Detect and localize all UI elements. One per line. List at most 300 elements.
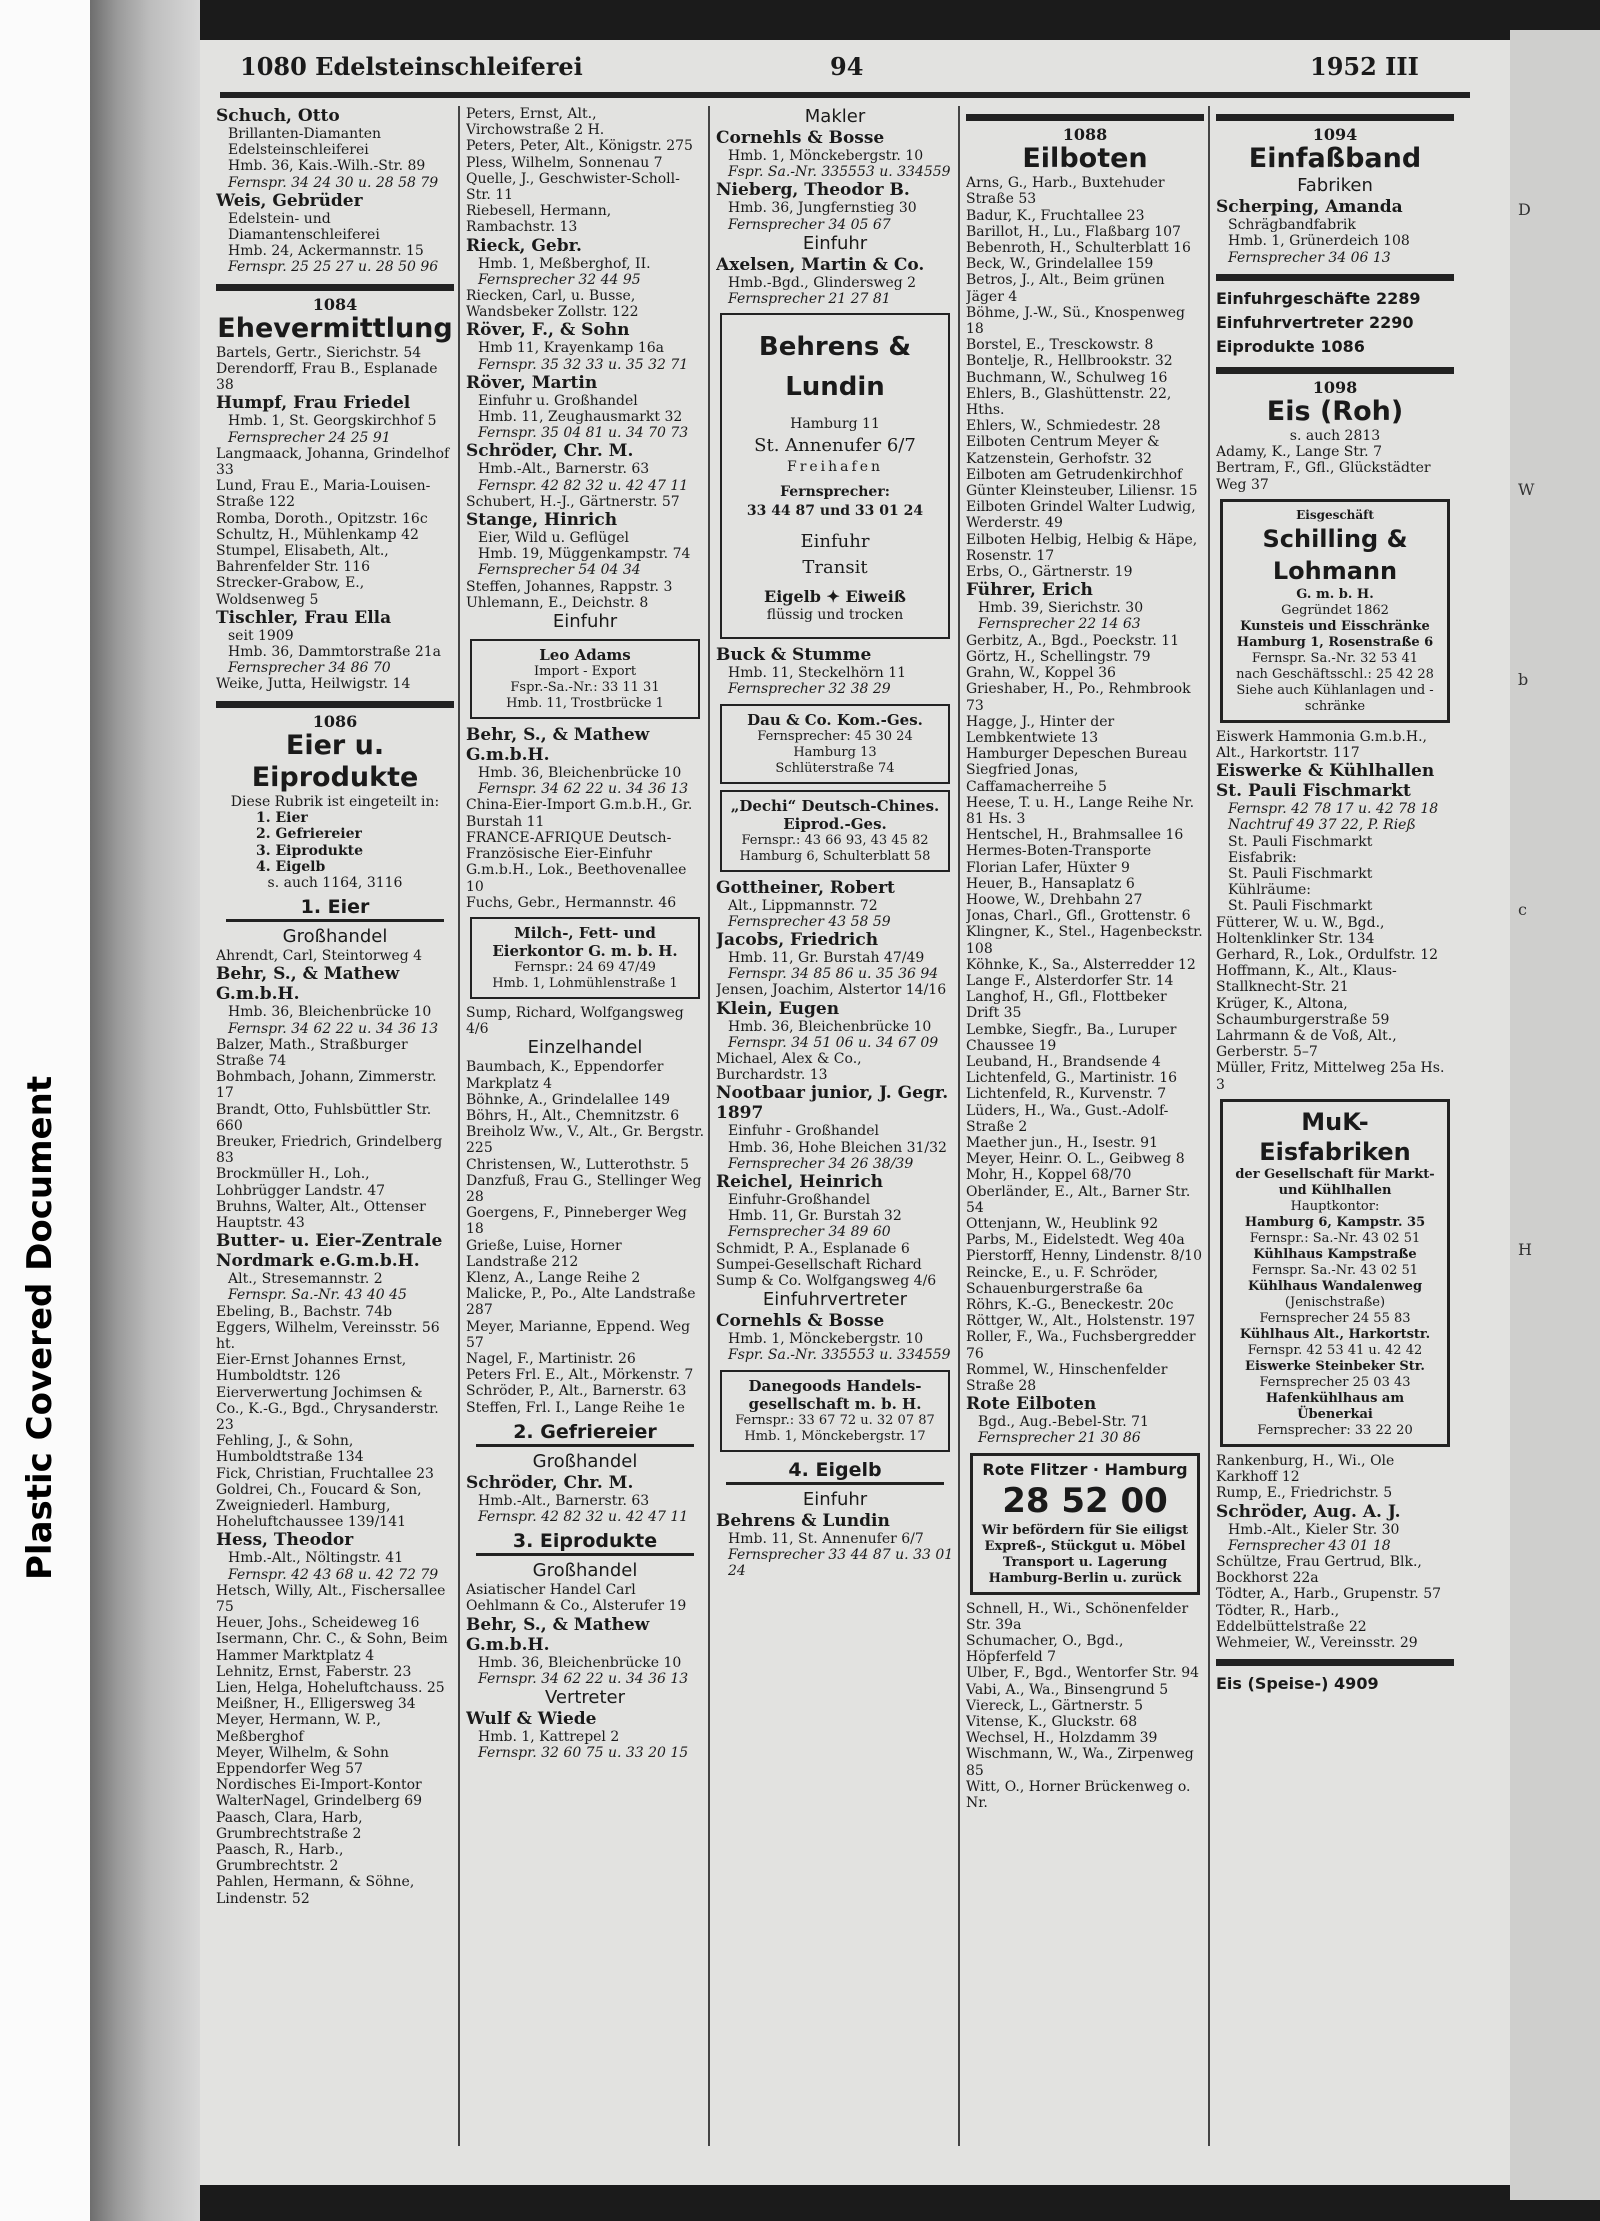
advert-phone: Fernspr. Sa.-Nr. 32 53 41 bbox=[1251, 650, 1419, 666]
list-item: Eiswerk Hammonia G.m.b.H., Alt., Harkortstr. 117 bbox=[1216, 728, 1427, 762]
list-item: Peters, Ernst, Alt., Virchowstraße 2 H. bbox=[466, 106, 605, 139]
entry-list bbox=[466, 494, 704, 510]
entry-phone: Fernspr. 42 43 68 u. 42 72 79 bbox=[228, 1566, 439, 1583]
advert-line: (Jenischstraße) bbox=[1284, 1294, 1386, 1310]
reference-number: 4909 bbox=[1334, 1674, 1379, 1694]
cross-reference bbox=[1216, 311, 1454, 335]
entry-phone: Fernsprecher 54 04 34 bbox=[478, 562, 641, 579]
advert-box bbox=[1220, 1099, 1450, 1447]
list-item: Betros, J., Alt., Beim grünen Jäger 4 bbox=[966, 272, 1165, 305]
entry-line: Einfuhr - Großhandel bbox=[728, 1123, 880, 1140]
entry-phone: Fernsprecher 43 58 59 bbox=[728, 913, 891, 930]
subsection-title: 4. Eigelb bbox=[726, 1458, 944, 1485]
list-item: Breuker, Friedrich, Grindelberg 83 bbox=[216, 1133, 443, 1167]
list-item: Danzfuß, Frau G., Stellinger Weg 28 bbox=[466, 1172, 702, 1205]
entry-phone: Fernspr. 34 62 22 u. 34 36 13 bbox=[478, 781, 689, 798]
advert-line: G. m. b. H. bbox=[1296, 586, 1374, 602]
advert-phone: Fernspr.: Sa.-Nr. 43 02 51 bbox=[1249, 1230, 1421, 1246]
advert-line: Freihafen bbox=[786, 459, 883, 476]
entry-phone: Fernsprecher 32 38 29 bbox=[728, 681, 891, 698]
list-item: Eierverwertung Jochimsen & Co., K.-G., Bgd., Chrysanderstr. 23 bbox=[216, 1384, 439, 1433]
subsection-label: Einfuhrvertreter bbox=[762, 1289, 908, 1311]
advert-phone: Fernsprecher 25 03 43 bbox=[1259, 1374, 1411, 1390]
list-item: Fick, Christian, Fruchtallee 23 bbox=[216, 1465, 434, 1482]
entry-list bbox=[1216, 444, 1454, 493]
entry-address: Bgd., Aug.-Bebel-Str. 71 bbox=[978, 1414, 1149, 1431]
entry-phone: Fspr. Sa.-Nr. 335553 u. 334559 bbox=[728, 1347, 951, 1364]
list-item: Meyer, Heinr. O. L., Geibweg 8 bbox=[966, 1151, 1185, 1168]
list-item: Bertram, F., Gfl., Glückstädter Weg 37 bbox=[1216, 460, 1431, 493]
list-item: Leuband, H., Brandsende 4 bbox=[966, 1053, 1161, 1070]
list-item: Bartels, Gertr., Sierichstr. 54 bbox=[216, 344, 422, 361]
entry-list bbox=[466, 1582, 704, 1614]
list-item: Schültze, Frau Gertrud, Blk., Bockhorst 22a bbox=[1216, 1553, 1422, 1587]
entry-phone: Fernsprecher 32 44 95 bbox=[478, 271, 641, 288]
entry-phone: Fernsprecher 21 27 81 bbox=[728, 291, 891, 308]
page-number: 94 bbox=[830, 52, 864, 81]
entry-phone: Fernspr. Sa.-Nr. 43 40 45 bbox=[228, 1287, 407, 1304]
list-item: Meyer, Wilhelm, & Sohn Eppendorfer Weg 57 bbox=[216, 1744, 389, 1778]
list-item: Köhnke, K., Sa., Alsterredder 12 bbox=[966, 956, 1196, 973]
reference-title: Eiprodukte bbox=[1216, 336, 1315, 356]
advert-phone: Fernsprecher 24 55 83 bbox=[1259, 1310, 1411, 1326]
list-item: Jensen, Joachim, Alstertor 14/16 bbox=[716, 982, 947, 999]
list-item: Brockmüller H., Loh., Lohbrügger Landstr. 47 bbox=[216, 1166, 386, 1199]
entry-name: Tischler, Frau Ella bbox=[216, 607, 392, 628]
list-item: Breiholz Ww., V., Alt., Gr. Bergstr. 225 bbox=[466, 1124, 704, 1157]
entry-address: Hmb.-Alt., Nöltingstr. 41 bbox=[228, 1550, 404, 1567]
section-title: Eier u. Eiprodukte bbox=[251, 729, 419, 793]
advert-line: Fernsprecher: bbox=[780, 484, 890, 501]
advert-line: Import - Export bbox=[533, 664, 637, 680]
list-item: Hamburger Depeschen Bureau Siegfried Jonas, Caffamacherreihe 5 bbox=[966, 746, 1188, 795]
advert-address: Hamburg 6, Kampstr. 35 bbox=[1244, 1214, 1426, 1230]
entry-list bbox=[1216, 1453, 1454, 1502]
advert-address: Hmb. 1, Lohmühlenstraße 1 bbox=[492, 975, 678, 991]
entry-phone: Fernspr. 34 24 30 u. 28 58 79 bbox=[228, 174, 439, 191]
list-item: Erbs, O., Gärtnerstr. 19 bbox=[966, 564, 1133, 581]
entry-address: Hmb. 36, Bleichenbrücke 10 bbox=[478, 765, 682, 782]
entry-name: Röver, Martin bbox=[466, 372, 598, 393]
list-item: Grahn, W., Koppel 36 bbox=[966, 665, 1116, 682]
entry-name: Buck & Stumme bbox=[716, 645, 872, 666]
advert-address: Hmb. 11, Trostbrücke 1 bbox=[506, 696, 664, 712]
entry-address: Hmb. 36, Jungfernstieg 30 bbox=[728, 200, 917, 217]
list-item: Parbs, M., Eidelstedt. Weg 40a bbox=[966, 1232, 1185, 1249]
list-item: Tödter, A., Harb., Grupenstr. 57 bbox=[1216, 1586, 1442, 1603]
list-item: Steffen, Johannes, Rappstr. 3 bbox=[466, 578, 673, 595]
section-bar bbox=[1216, 114, 1454, 121]
entry-list bbox=[466, 579, 704, 611]
advert-box bbox=[470, 639, 700, 719]
list-item: Peters, Peter, Alt., Königstr. 275 bbox=[466, 138, 693, 155]
entry-phone: Fernspr. 35 32 33 u. 35 32 71 bbox=[478, 356, 689, 373]
advert-line: Eisgeschäft bbox=[1296, 507, 1374, 522]
advert-line: Wir befördern für Sie eiligst bbox=[981, 1522, 1189, 1538]
entry-phone: Fernspr. 35 04 81 u. 34 70 73 bbox=[478, 425, 689, 442]
advert-line: Hamburg-Berlin u. zurück bbox=[988, 1570, 1182, 1586]
list-item: Bohmbach, Johann, Zimmerstr. 17 bbox=[216, 1069, 437, 1102]
entry-name: Eiswerke & Kühlhallen St. Pauli Fischmarkt bbox=[1216, 761, 1435, 802]
next-page-fragment: c bbox=[1518, 900, 1527, 919]
entry-name: Stange, Hinrich bbox=[466, 510, 618, 531]
entry-list bbox=[966, 633, 1204, 1395]
section-title: Eilboten bbox=[1022, 143, 1148, 175]
column-divider bbox=[458, 106, 460, 2146]
entry-name: Röver, F., & Sohn bbox=[466, 320, 630, 341]
advert-line: Transit bbox=[802, 557, 868, 579]
list-item: China-Eier-Import G.m.b.H., Gr. Burstah 11 bbox=[466, 797, 693, 830]
entry-phone: Fernspr. 25 25 27 u. 28 50 96 bbox=[228, 259, 439, 276]
entry-phone: Fernsprecher 22 14 63 bbox=[978, 616, 1141, 633]
entry-phone: Fernsprecher 34 05 67 bbox=[728, 216, 891, 233]
section-number: 1094 bbox=[1312, 125, 1358, 144]
list-item: Riecken, Carl, u. Busse, Wandsbeker Zollstr. 122 bbox=[466, 288, 639, 321]
entry-phone: Fernspr. 32 60 75 u. 33 20 15 bbox=[478, 1745, 689, 1762]
entry-address: Hmb. 1, Mönckebergstr. 10 bbox=[728, 1331, 924, 1348]
entry-phone: Fernspr. 42 82 32 u. 42 47 11 bbox=[478, 1508, 689, 1525]
entry-name: Schröder, Aug. A. J. bbox=[1216, 1501, 1401, 1522]
entry-name: Wulf & Wiede bbox=[466, 1709, 597, 1729]
advert-phone: 28 52 00 bbox=[1002, 1480, 1168, 1521]
section-number: 1084 bbox=[312, 294, 358, 314]
list-item: Lund, Frau E., Maria-Louisen-Straße 122 bbox=[216, 478, 431, 511]
entry-list bbox=[716, 982, 954, 998]
list-item: Müller, Fritz, Mittelweg 25a Hs. 3 bbox=[1216, 1060, 1445, 1093]
list-item: Meyer, Hermann, W. P., Meßberghof bbox=[216, 1712, 381, 1745]
entry-name: Humpf, Frau Friedel bbox=[216, 393, 411, 414]
entry-name: Cornehls & Bosse bbox=[716, 128, 885, 148]
list-item: Maether jun., H., Isestr. 91 bbox=[966, 1134, 1159, 1151]
list-item: 2. Gefriereier bbox=[256, 826, 362, 843]
entry-name: Behr, S., & Mathew G.m.b.H. bbox=[466, 725, 650, 766]
advert-title: Schilling & Lohmann bbox=[1262, 524, 1408, 585]
entry-line: Kühlräume: bbox=[1228, 882, 1311, 899]
list-item: Heuer, B., Hansaplatz 6 bbox=[966, 875, 1135, 892]
list-item: Hentschel, H., Brahmsallee 16 bbox=[966, 827, 1184, 844]
entry-line: Einfuhr-Großhandel bbox=[728, 1192, 871, 1209]
entry-line: Eisfabrik: bbox=[1228, 849, 1297, 866]
list-item: Lahrmann & de Voß, Alt., Gerberstr. 5–7 bbox=[1216, 1028, 1397, 1061]
list-item: Bebenroth, H., Schulterblatt 16 bbox=[966, 240, 1191, 257]
list-item: Roller, F., Wa., Fuchsbergredder 76 bbox=[966, 1329, 1196, 1362]
entry-name: Behr, S., & Mathew G.m.b.H. bbox=[216, 964, 400, 1005]
advert-phone: Fernspr.: 33 67 72 u. 32 07 87 bbox=[735, 1412, 935, 1428]
list-item: Grieshaber, H., Po., Rehmbrook 73 bbox=[966, 681, 1191, 714]
list-item: Ottenjann, W., Heublink 92 bbox=[966, 1216, 1159, 1232]
advert-line: Hafenkühlhaus am Übenerkai bbox=[1265, 1390, 1405, 1422]
list-item: Nagel, F., Martinistr. 26 bbox=[466, 1350, 636, 1367]
entry-list bbox=[966, 175, 1204, 580]
list-item: Reincke, E., u. F. Schröder, Schauenburgerstraße 6a bbox=[966, 1264, 1159, 1297]
subsection-label: Einfuhr bbox=[802, 1488, 868, 1510]
advert-address: St. Annenufer 6/7 bbox=[754, 435, 916, 457]
entry-line: Edelstein- und bbox=[228, 210, 331, 227]
entry-line: Brillanten-Diamanten bbox=[228, 126, 382, 142]
advert-line: Kühlhaus Alt., Harkortstr. bbox=[1239, 1326, 1431, 1342]
reference-number: 2289 bbox=[1375, 288, 1421, 308]
list-item: Krüger, K., Altona, Schaumburgerstraße 59 bbox=[1216, 995, 1390, 1028]
entry-phone: Fernsprecher 34 86 70 bbox=[228, 660, 391, 677]
list-item: Ehlers, W., Schmiedestr. 28 bbox=[966, 418, 1161, 435]
advert-title: MuK-Eisfabriken bbox=[1259, 1107, 1411, 1166]
advert-address: Hamburg 1, Rosenstraße 6 bbox=[1236, 634, 1434, 650]
subsection-label: Einzelhandel bbox=[527, 1037, 643, 1059]
advert-line: der Gesellschaft für Markt- und Kühlhallen bbox=[1235, 1166, 1435, 1198]
list-item: Uhlemann, E., Deichstr. 8 bbox=[466, 594, 649, 611]
advert-line: Gegründet 1862 bbox=[1281, 602, 1389, 618]
advert-title: Dau & Co. Kom.-Ges. bbox=[747, 710, 923, 729]
entry-address: Hmb. 36, Hohe Bleichen 31/32 bbox=[728, 1139, 947, 1156]
next-page-edge bbox=[1510, 30, 1600, 2200]
subsection-label: Einfuhr bbox=[802, 232, 868, 254]
list-item: Görtz, H., Schellingstr. 79 bbox=[966, 648, 1151, 665]
list-item: Adamy, K., Lange Str. 7 bbox=[1216, 444, 1382, 461]
entry-name: Weis, Gebrüder bbox=[216, 190, 363, 211]
list-item: Quelle, J., Geschwister-Scholl-Str. 11 bbox=[466, 170, 680, 204]
advert-title: „Dechi“ Deutsch-Chines. Eiprod.-Ges. bbox=[730, 796, 940, 833]
list-item: Balzer, Math., Straßburger Straße 74 bbox=[216, 1036, 408, 1069]
entry-name: Schuch, Otto bbox=[216, 106, 340, 126]
reference-title: Einfuhrvertreter bbox=[1216, 312, 1364, 332]
list-item: Fehling, J., & Sohn, Humboldtstraße 134 bbox=[216, 1433, 364, 1466]
advert-title: Behrens & Lundin bbox=[758, 332, 912, 403]
list-item: Steffen, Frl. I., Lange Reihe 1e bbox=[466, 1399, 685, 1416]
section-number: 1086 bbox=[312, 711, 358, 731]
list-item: Grieße, Luise, Horner Landstraße 212 bbox=[466, 1237, 622, 1270]
column-4 bbox=[966, 106, 1204, 2166]
entry-line: Diamantenschleiferei bbox=[228, 227, 380, 244]
advert-box bbox=[470, 917, 700, 999]
subsection-label: Großhandel bbox=[532, 1560, 638, 1582]
advert-line: flüssig und trocken bbox=[766, 607, 904, 624]
entry-address: Hmb. 11, Gr. Burstah 47/49 bbox=[728, 950, 925, 967]
entry-line: St. Pauli Fischmarkt bbox=[1228, 898, 1373, 915]
entry-address: Hmb. 36, Bleichenbrücke 10 bbox=[478, 1654, 682, 1671]
entry-address: Alt., Stresemannstr. 2 bbox=[228, 1271, 383, 1288]
list-item: Schröder, P., Alt., Barnerstr. 63 bbox=[466, 1383, 687, 1400]
list-item: Tödter, R., Harb., Eddelbüttelstraße 22 bbox=[1216, 1602, 1367, 1635]
entry-phone: Fernsprecher 24 25 91 bbox=[228, 429, 391, 446]
column-divider bbox=[1208, 106, 1210, 2146]
entry-name: Rote Eilboten bbox=[966, 1394, 1097, 1415]
entry-list bbox=[466, 797, 704, 910]
list-item: Rankenburg, H., Wi., Ole Karkhoff 12 bbox=[1216, 1452, 1395, 1486]
list-item: Vitense, K., Gluckstr. 68 bbox=[966, 1714, 1138, 1731]
entry-name: Nootbaar junior, J. Gegr. 1897 bbox=[716, 1083, 949, 1124]
advert-phone: Fernspr. 42 53 41 u. 42 42 bbox=[1247, 1342, 1423, 1358]
entry-name: Rieck, Gebr. bbox=[466, 235, 582, 256]
list-item: Pless, Wilhelm, Sonnenau 7 bbox=[466, 154, 663, 171]
entry-list bbox=[216, 1304, 454, 1531]
list-item: Malicke, P., Po., Alte Landstraße 287 bbox=[466, 1286, 696, 1319]
advert-phone: Fernspr.: 43 66 93, 43 45 82 bbox=[741, 832, 929, 848]
advert-line: Kühlhaus Kampstraße bbox=[1253, 1246, 1417, 1262]
section-bar bbox=[1216, 274, 1454, 281]
advert-phone: Fernsprecher: 45 30 24 bbox=[757, 728, 913, 744]
list-item: Romba, Doroth., Opitzstr. 16c bbox=[216, 510, 428, 527]
advert-box bbox=[970, 1453, 1200, 1595]
entry-list bbox=[1216, 729, 1454, 761]
entry-name: Cornehls & Bosse bbox=[716, 1311, 885, 1332]
header-left: 1080 Edelsteinschleiferei bbox=[240, 52, 583, 81]
list-item: Goergens, F., Pinneberger Weg 18 bbox=[466, 1205, 687, 1238]
list-item: Hoowe, W., Drehbahn 27 bbox=[966, 891, 1143, 908]
next-page-fragment: D bbox=[1518, 200, 1531, 219]
entry-phone: Fernsprecher 34 06 13 bbox=[1228, 249, 1391, 266]
entry-name: Klein, Eugen bbox=[716, 998, 840, 1019]
list-item: Eggers, Wilhelm, Vereinsstr. 56 ht. bbox=[216, 1319, 440, 1352]
entry-address: Hmb. 1, Meßberghof, II. bbox=[478, 255, 651, 272]
list-item: Rump, E., Friedrichstr. 5 bbox=[1216, 1485, 1393, 1502]
section-title: Eis (Roh) bbox=[1266, 396, 1404, 428]
next-page-fragment: W bbox=[1518, 480, 1535, 499]
list-item: Lüders, H., Wa., Gust.-Adolf-Straße 2 bbox=[966, 1102, 1169, 1135]
subsection-title: 2. Gefriereier bbox=[476, 1420, 694, 1447]
advert-title: Danegoods Handels-gesellschaft m. b. H. bbox=[748, 1376, 922, 1413]
subsection-label: Vertreter bbox=[544, 1687, 626, 1708]
entry-address: Hmb. 19, Müggenkampstr. 74 bbox=[478, 546, 691, 563]
reference-number: 1086 bbox=[1320, 336, 1365, 356]
list-item: Bontelje, R., Hellbrookstr. 32 bbox=[966, 353, 1173, 370]
section-bar bbox=[1216, 1659, 1454, 1666]
list-item: Rommel, W., Hinschenfelder Straße 28 bbox=[966, 1361, 1168, 1395]
list-item: 3. Eiprodukte bbox=[256, 842, 364, 859]
entry-address: Hmb.-Alt., Barnerstr. 63 bbox=[478, 1492, 650, 1509]
list-item: Heuer, Johs., Scheideweg 16 bbox=[216, 1615, 420, 1632]
page-header bbox=[220, 52, 1490, 86]
list-item: Ehlers, B., Glashüttenstr. 22, Hths. bbox=[966, 385, 1172, 419]
list-item: Bruhns, Walter, Alt., Ottenser Hauptstr. 43 bbox=[216, 1198, 426, 1231]
list-item: Stumpel, Elisabeth, Alt., Bahrenfelder Str. 116 bbox=[216, 543, 389, 576]
list-item: Paasch, R., Harb., Grumbrechtstr. 2 bbox=[216, 1842, 344, 1875]
entry-name: Hess, Theodor bbox=[216, 1530, 354, 1551]
entry-address: Hmb.-Alt., Barnerstr. 63 bbox=[478, 461, 650, 478]
list-item: Langmaack, Johanna, Grindelhof 33 bbox=[216, 445, 450, 479]
list-item: Sumpei-Gesellschaft Richard Sump & Co. Wolfgangsweg 4/6 bbox=[716, 1256, 937, 1290]
entry-address: Alt., Lippmannstr. 72 bbox=[728, 897, 878, 914]
entry-name: Butter- u. Eier-Zentrale Nordmark e.G.m.b.H. bbox=[216, 1231, 443, 1272]
section-bar bbox=[966, 114, 1204, 121]
entry-phone: Fernspr. 34 62 22 u. 34 36 13 bbox=[478, 1670, 689, 1687]
section-title: Ehevermittlung bbox=[217, 312, 453, 344]
advert-box bbox=[720, 790, 950, 872]
list-item: Hoffmann, K., Alt., Klaus-Stallknecht-Str. 21 bbox=[1216, 963, 1397, 996]
category-list bbox=[216, 810, 454, 875]
list-item: Wechsel, H., Holzdamm 39 bbox=[966, 1730, 1158, 1747]
list-item: Lien, Helga, Hoheluftchauss. 25 bbox=[216, 1680, 445, 1697]
list-item: Röhrs, K.-G., Beneckestr. 20c bbox=[966, 1297, 1174, 1314]
entry-address: Hmb. 11, St. Annenufer 6/7 bbox=[728, 1530, 924, 1547]
reference-title: Einfuhrgeschäfte bbox=[1216, 288, 1371, 308]
advert-phone: nach Geschäftsschl.: 25 42 28 bbox=[1236, 666, 1434, 682]
column-divider bbox=[958, 106, 960, 2146]
list-item: Ulber, F., Bgd., Wentorfer Str. 94 bbox=[966, 1665, 1200, 1682]
list-item: Schmidt, P. A., Esplanade 6 bbox=[716, 1240, 910, 1257]
header-rule bbox=[220, 92, 1470, 98]
entry-address: Hmb. 1, Mönckebergstr. 10 bbox=[728, 148, 924, 164]
subsection-label: Großhandel bbox=[532, 1450, 638, 1472]
next-page-fragment: b bbox=[1518, 670, 1529, 689]
entry-list bbox=[466, 288, 704, 320]
advert-line: Kunsteis und Eisschränke bbox=[1240, 618, 1430, 634]
entry-address: Hmb. 36, Bleichenbrücke 10 bbox=[228, 1004, 432, 1021]
list-item: Böhme, J.-W., Sü., Knospenweg 18 bbox=[966, 304, 1185, 338]
list-item: Hetsch, Willy, Alt., Fischersallee 75 bbox=[216, 1582, 446, 1616]
reference-number: 2290 bbox=[1368, 312, 1414, 332]
advert-address: Hamburg 6, Schulterblatt 58 bbox=[739, 848, 931, 864]
entry-list bbox=[216, 676, 454, 692]
list-item: Hagge, J., Hinter der Lembkentwiete 13 bbox=[966, 713, 1115, 746]
list-item: Gerbitz, A., Bgd., Poeckstr. 11 bbox=[966, 632, 1180, 649]
entry-line: Edelsteinschleiferei bbox=[228, 142, 369, 159]
list-item: Ahrendt, Carl, Steintorweg 4 bbox=[216, 948, 423, 965]
reference-title: Eis (Speise-) bbox=[1216, 1674, 1329, 1694]
book-binding-shadow bbox=[90, 0, 200, 2221]
advert-phone: Fspr.-Sa.-Nr.: 33 11 31 bbox=[510, 680, 660, 696]
list-item: Eilboten Grindel Walter Ludwig, Werderstr. 49 bbox=[966, 499, 1196, 532]
entry-address: Hmb.-Alt., Kieler Str. 30 bbox=[1228, 1521, 1400, 1538]
list-item: Brandt, Otto, Fuhlsbüttler Str. 660 bbox=[216, 1101, 432, 1134]
advert-phone: Fernsprecher: 33 22 20 bbox=[1257, 1422, 1413, 1438]
list-item: Strecker-Grabow, E., Woldsenweg 5 bbox=[216, 575, 365, 608]
entry-address: Hmb. 11, Zeughausmarkt 32 bbox=[478, 409, 683, 426]
cross-reference bbox=[1216, 335, 1454, 359]
entry-line: St. Pauli Fischmarkt bbox=[1228, 833, 1373, 850]
entry-address: Hmb. 36, Bleichenbrücke 10 bbox=[728, 1018, 932, 1035]
list-item: Mohr, H., Koppel 68/70 bbox=[966, 1167, 1132, 1184]
list-item: Michael, Alex & Co., Burchardstr. 13 bbox=[716, 1051, 862, 1084]
advert-box bbox=[720, 704, 950, 784]
list-item: Paasch, Clara, Harb, Grumbrechtstraße 2 bbox=[216, 1809, 363, 1842]
entry-name: Jacobs, Friedrich bbox=[716, 930, 879, 951]
entry-address: Hmb. 24, Ackermannstr. 15 bbox=[228, 243, 424, 260]
list-item: Christensen, W., Lutterothstr. 5 bbox=[466, 1156, 690, 1173]
list-item: Jonas, Charl., Gfl., Grottenstr. 6 bbox=[966, 908, 1191, 925]
entry-address: Hmb. 1, Grünerdeich 108 bbox=[1228, 233, 1410, 250]
entry-address: Hmb. 1, St. Georgskirchhof 5 bbox=[228, 413, 437, 430]
list-item: Schubert, H.-J., Gärtnerstr. 57 bbox=[466, 493, 680, 510]
document-sidebar bbox=[0, 0, 90, 2221]
entry-phone: Fernspr. 34 51 06 u. 34 67 09 bbox=[728, 1034, 939, 1051]
advert-line: Transport u. Lagerung bbox=[1002, 1554, 1168, 1570]
plastic-covered-label: Plastic Covered Document bbox=[20, 1075, 60, 1580]
cross-reference: s. auch 2813 bbox=[1289, 428, 1381, 445]
entry-list bbox=[216, 446, 454, 608]
list-item: Heese, T. u. H., Lange Reihe Nr. 81 Hs. 3 bbox=[966, 794, 1195, 827]
list-item: Borstel, E., Tresckowstr. 8 bbox=[966, 337, 1154, 354]
list-item: Goldrei, Ch., Foucard & Son, Zweigniederl. Hamburg, Hoheluftchaussee 139/141 bbox=[216, 1481, 422, 1531]
advert-line: Hauptkontor: bbox=[1290, 1198, 1380, 1214]
list-item: Riebesell, Hermann, Rambachstr. 13 bbox=[466, 203, 612, 236]
list-item: Schumacher, O., Bgd., Höpferfeld 7 bbox=[966, 1633, 1124, 1666]
list-item: 4. Eigelb bbox=[256, 858, 326, 875]
advert-line: Expreß-, Stückgut u. Möbel bbox=[984, 1538, 1186, 1554]
list-item: Meißner, H., Elligersweg 34 bbox=[216, 1696, 416, 1713]
entry-address: Hmb. 36, Dammtorstraße 21a bbox=[228, 644, 442, 661]
entry-list bbox=[216, 1037, 454, 1231]
entry-line: St. Pauli Fischmarkt bbox=[1228, 866, 1373, 883]
entry-list bbox=[466, 1059, 704, 1415]
list-item: Klingner, K., Stel., Hagenbeckstr. 108 bbox=[966, 924, 1203, 957]
list-item: Vabi, A., Wa., Binsengrund 5 bbox=[966, 1681, 1169, 1698]
advert-address: Schlüterstraße 74 bbox=[775, 760, 895, 776]
directory-page bbox=[200, 40, 1510, 2185]
subsection-title: 1. Eier bbox=[226, 895, 444, 922]
list-item: Lembke, Siegfr., Ba., Luruper Chaussee 19 bbox=[966, 1021, 1177, 1054]
advert-phone: Fernspr. Sa.-Nr. 43 02 51 bbox=[1251, 1262, 1419, 1278]
list-item: Böhrs, H., Alt., Chemnitzstr. 6 bbox=[466, 1107, 680, 1124]
